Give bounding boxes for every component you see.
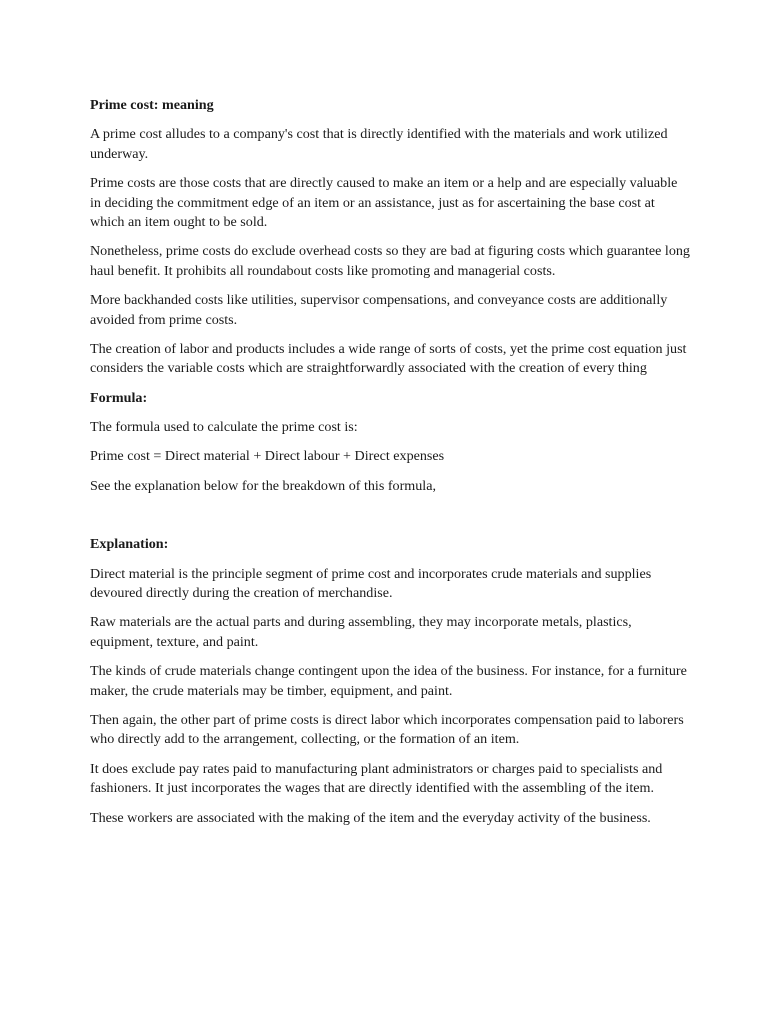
paragraph: It does exclude pay rates paid to manufacturing plant administrators or charges paid to specialists and fashioners. It just incorporates the wages that are directly identified with the assembling of the item. xyxy=(90,760,663,797)
section-heading: Explanation: xyxy=(90,536,169,553)
paragraph: Prime costs are those costs that are directly caused to make an item or a help and are especially valuable in deciding the commitment edge of an item or an assistance, just as for ascertaining the base cost at which an item ought to be sold. xyxy=(90,175,678,231)
section-meaning xyxy=(90,96,690,379)
paragraph: The kinds of crude materials change contingent upon the idea of the business. For instance, for a furniture maker, the crude materials may be timber, equipment, and paint. xyxy=(90,663,687,699)
paragraph: The creation of labor and products includes a wide range of sorts of costs, yet the prime cost equation just considers the variable costs which are straightforwardly associated with the creation of every thing xyxy=(90,340,687,377)
section-heading: Prime cost: meaning xyxy=(90,97,214,113)
paragraph: Direct material is the principle segment of prime cost and incorporates crude materials and supplies devoured directly during the creation of merchandise. xyxy=(90,565,652,602)
section-explanation xyxy=(90,535,690,828)
paragraph: Nonetheless, prime costs do exclude overhead costs so they are bad at figuring costs which guarantee long haul benefit. It prohibits all roundabout costs like promoting and managerial costs. xyxy=(90,243,690,279)
paragraph: A prime cost alludes to a company's cost that is directly identified with the materials and work utilized underway. xyxy=(90,126,668,162)
section-formula xyxy=(90,389,690,496)
section-heading: Formula: xyxy=(90,389,148,406)
paragraph: Raw materials are the actual parts and during assembling, they may incorporate metals, plastics, equipment, texture, and paint. xyxy=(90,614,632,650)
paragraph: The formula used to calculate the prime cost is: xyxy=(90,419,358,436)
document-body xyxy=(90,96,690,838)
paragraph: Then again, the other part of prime costs is direct labor which incorporates compensation paid to laborers who directly add to the arrangement, collecting, or the formation of an item. xyxy=(90,711,684,748)
paragraph: More backhanded costs like utilities, supervisor compensations, and conveyance costs are additionally avoided from prime costs. xyxy=(90,292,668,328)
paragraph: These workers are associated with the making of the item and the everyday activity of the business. xyxy=(90,809,651,826)
paragraph: See the explanation below for the breakdown of this formula, xyxy=(90,477,436,494)
blank-line xyxy=(90,506,690,535)
formula-line: Prime cost = Direct material + Direct labour + Direct expenses xyxy=(90,448,445,465)
